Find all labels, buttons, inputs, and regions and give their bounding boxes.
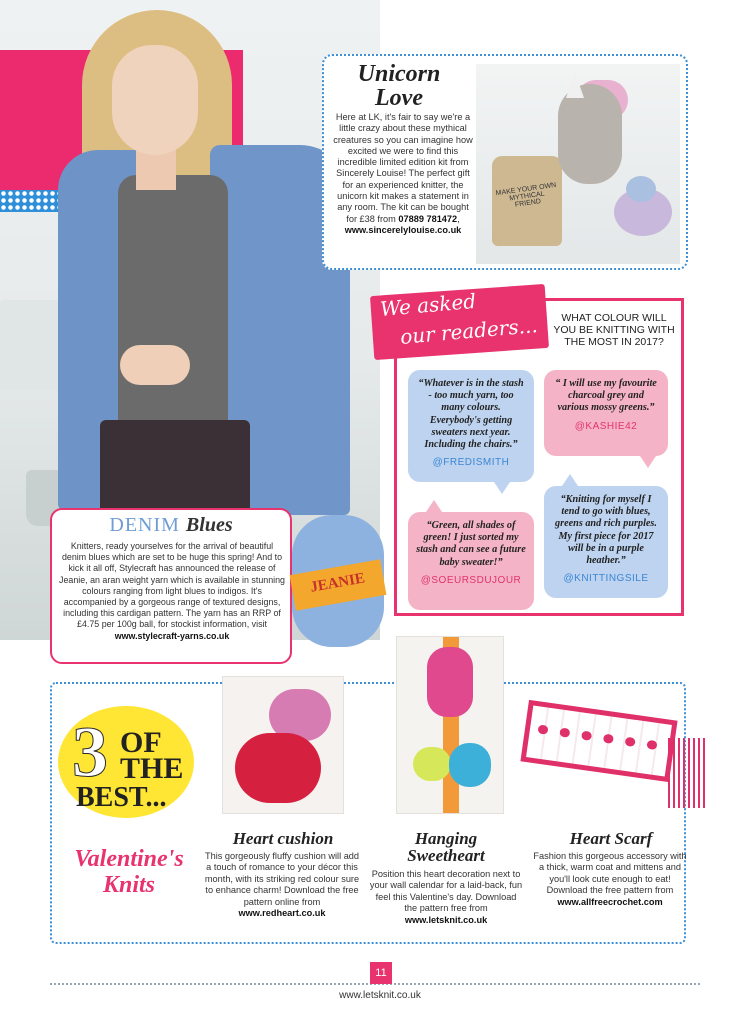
jeanie-yarn-label: JEANIE [309,570,367,596]
unicorn-title-line1: Unicorn [357,61,441,87]
reader-bubble [408,512,534,610]
kit-bag [492,156,562,246]
denim-body-text: Knitters, ready yourselves for the arrival of beautiful denim blues which are set to be huge this spring! And to kick it all off, Stylecraft has announced the release of Jeanie, an aran weight yarn which is available in stunning colours ranging from light blues to indigos. It's accompanied by a gorgeous range of textured designs, including this cardigan pattern. The yarn has an RRP of £4.75 per 100g ball, for stockist information, visit [59,541,285,630]
reader-handle: @SOEURSDUJOUR [420,574,522,586]
unicorn-body-text: Here at LK, it's fair to say we're a little crazy about these mythical creatures so you can imagine how excited we were to find this incredible limited edition kit from Sincerely Louise! The perfect gift for an experienced knitter, the unicorn kit makes a statement in any room. The kit can be bought for £38 from [333,112,473,224]
reader-handle: @KASHIE42 [574,420,638,432]
reader-quote: “ I will use my favourite charcoal grey and various mossy greens.” [555,378,657,414]
best-of-the [120,726,184,785]
model-hands [120,345,190,385]
reader-handle: @KNITTINGSILE [563,573,649,585]
item-url[interactable]: www.allfreecrochet.com [557,896,663,907]
denim-title-b: Blues [185,514,233,536]
kit-bag-label: MAKE YOUR OWN MYTHICAL FRIEND [495,181,557,209]
item-body: Fashion this gorgeous accessory with a thick, warm coat and mittens and you'll look cute enough to eat! Download the free pattern from [533,851,687,896]
green-heart [413,747,451,781]
unicorn-body: Here at LK, it's fair to say we're a little crazy about these mythical creatures so you can imagine how excited we were to find this incredible limited edition kit from Sincerely Louise! The perfect gift for an experienced knitter, the unicorn kit makes a statement in any room. The kit can be bought for £38 from 07889 781472, www.sincerelylouise.co.uk [333,112,473,235]
unicorn-phone: 07889 781472 [398,213,458,224]
item-title-line2: Sweetheart [407,846,485,865]
unicorn-url[interactable]: www.sincerelylouise.co.uk [344,224,462,235]
item-text-heart-scarf [532,851,688,908]
scarf-body [520,700,677,782]
unicorn-title [334,62,464,110]
heart-cushion-red [235,733,321,803]
heart-cushion-photo [222,676,344,814]
valentines-heading [54,846,204,898]
best-of-word: OF [120,726,162,759]
unicorn-title-line2: Love [375,85,423,111]
item-text-hanging-sweetheart [368,869,524,926]
best-number: 3 [72,712,108,792]
item-url[interactable]: www.redheart.co.uk [238,908,326,919]
reader-quote: “Green, all shades of green! I just sorted my stash and can see a future baby sweater!” [416,520,526,568]
unicorn-kit-photo [476,64,680,264]
unicorn-horn [566,72,584,98]
denim-title-a: DENIM [109,514,180,536]
reader-bubble [408,370,534,482]
reader-bubble [544,370,668,456]
hanging-sweetheart-photo [396,636,504,814]
item-title-heart-scarf: Heart Scarf [569,829,653,848]
item-title-line1: Hanging [414,829,478,848]
item-title-hanging-sweetheart [372,830,520,864]
best-best-word: BEST... [76,782,167,813]
model-top [118,175,228,425]
denim-title [54,514,288,537]
yarn-ball-blue [626,176,656,202]
readers-badge-line1: We asked [379,288,477,322]
valentines-heading-line1: Valentine's [74,846,184,872]
reader-quote: “Whatever is in the stash - too much yarn, too many colours. Everybody's getting sweaters next year. Including the chairs.” [418,378,524,451]
model-face [112,45,198,155]
denim-url[interactable]: www.stylecraft-yarns.co.uk [114,630,230,641]
readers-question: WHAT COLOUR WILL YOU BE KNITTING WITH THE MOST IN 2017? [553,312,675,348]
heart-scarf-photo [510,690,706,816]
reader-handle: @FREDISMITH [432,457,510,469]
page-number: 11 [370,962,392,984]
valentines-heading-line2: Knits [102,872,156,898]
item-url[interactable]: www.letsknit.co.uk [404,914,488,925]
footer-site[interactable]: www.letsknit.co.uk [339,990,421,1001]
reader-bubble [544,486,668,598]
item-title-heart-cushion: Heart cushion [232,829,334,848]
pink-heart [427,647,473,717]
blue-heart [449,743,491,787]
item-text-heart-cushion [204,851,360,919]
best-the-word: THE [120,752,184,785]
unicorn-head [558,84,622,184]
reader-quote: “Knitting for myself I tend to go with blues, greens and rich purples. My first piece for 2017 will be in a purple heather.” [555,494,657,567]
denim-body [58,541,286,642]
readers-badge-line2: our readers... [399,313,539,349]
item-body: This gorgeously fluffy cushion will add a touch of romance to your décor this month, with its striking red colour sure to enhance charm! Download the free pattern online from [204,851,360,907]
item-body: Position this heart decoration next to your wall calendar for a laid-back, fun feel this Valentine's day. Download the pattern free from [369,869,523,914]
scarf-fringe [668,738,706,808]
